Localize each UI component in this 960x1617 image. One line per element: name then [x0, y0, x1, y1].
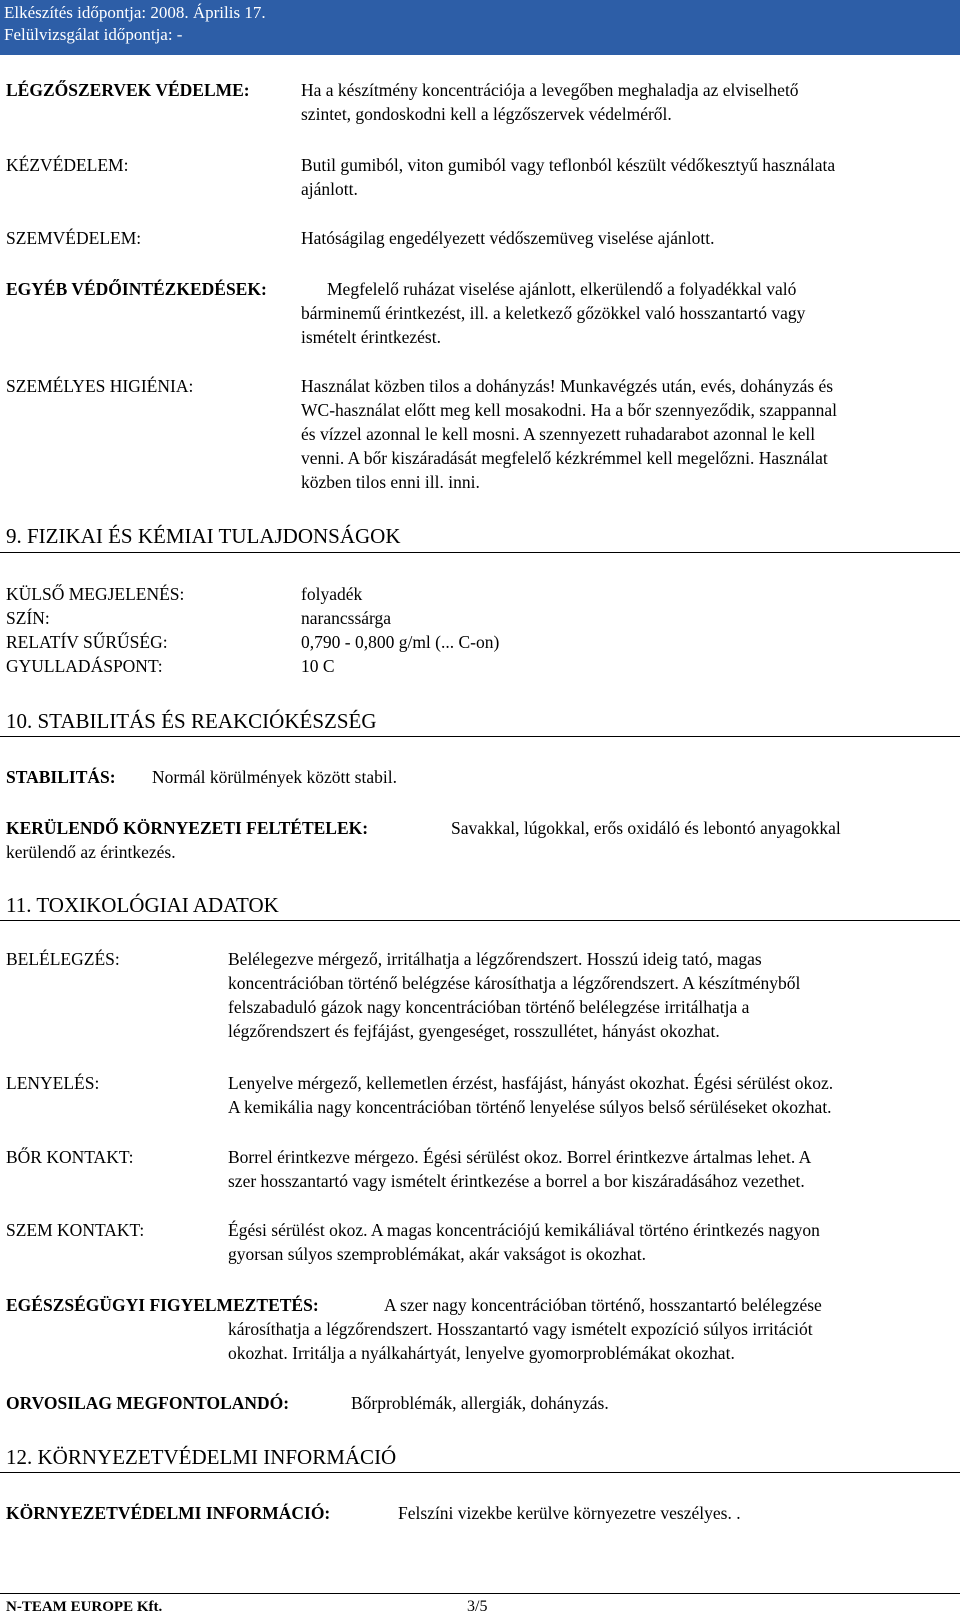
health-warning-label: EGÉSZSÉGÜGYI FIGYELMEZTETÉS:: [6, 1295, 319, 1315]
skin-contact-line: szer hosszantartó vagy ismételt érintkezése a borrel a bor kiszáradásához vezethet.: [228, 1171, 805, 1191]
respiratory-protection-label: LÉGZŐSZERVEK VÉDELME:: [6, 80, 250, 100]
personal-hygiene-line: venni. A bőr kiszáradását megfelelő kézkrémmel kell megelőzni. Használat: [301, 448, 828, 468]
other-measures-label: EGYÉB VÉDŐINTÉZKEDÉSEK:: [6, 279, 267, 299]
section-divider: [0, 920, 960, 921]
document-header: [0, 0, 960, 55]
other-measures-text-2: bárminemű érintkezést, ill. a keletkező gőzökkel való hosszantartó vagy: [301, 303, 806, 323]
eye-protection-text: Hatóságilag engedélyezett védőszemüveg viselése ajánlott.: [301, 228, 715, 248]
hand-protection-text-1: Butil gumiból, viton gumiból vagy teflonból készült védőkesztyű használata: [301, 155, 836, 175]
ingestion-label: LENYELÉS:: [6, 1073, 100, 1093]
skin-contact-line: Borrel érintkezve mérgezo. Égési sérülést okoz. Borrel érintkezve ártalmas lehet. A: [228, 1147, 812, 1167]
respiratory-protection-text-1: Ha a készítmény koncentrációja a levegőben meghaladja az elviselhető: [301, 80, 799, 100]
footer-divider: [0, 1593, 960, 1594]
medical-note-label: ORVOSILAG MEGFONTOLANDÓ:: [6, 1393, 290, 1413]
appearance-label: KÜLSŐ MEGJELENÉS:: [6, 584, 185, 604]
personal-hygiene-line: WC-használat előtt meg kell mosakodni. Ha a bőr szennyeződik, szappannal: [301, 400, 838, 420]
creation-date: Elkészítés időpontja: 2008. Április 17.: [4, 3, 266, 22]
flash-point-label: GYULLADÁSPONT:: [6, 656, 163, 676]
respiratory-protection-text-2: szintet, gondoskodni kell a légzőszervek védelméről.: [301, 104, 672, 124]
ingestion-line: A kemikália nagy koncentrációban történő lenyelése súlyos belső sérüléseket okozhat.: [228, 1097, 832, 1117]
footer-company: N-TEAM EUROPE Kft.: [6, 1599, 163, 1615]
inhalation-line: Belélegezve mérgező, irritálhatja a légzőrendszert. Hosszú ideig tató, magas: [228, 949, 762, 969]
environmental-info-text: Felszíni vizekbe kerülve környezetre veszélyes. .: [398, 1503, 741, 1523]
relative-density-value: 0,790 - 0,800 g/ml (... C-on): [301, 632, 500, 652]
inhalation-line: felszabaduló gázok nagy koncentrációban történő belélegzése irritálhatja a: [228, 997, 750, 1017]
eye-contact-line: Égési sérülést okoz. A magas koncentrációjú kemikáliával történo érintkezés nagyon: [228, 1220, 820, 1240]
other-measures-text-3: ismételt érintkezést.: [301, 327, 441, 347]
inhalation-line: légzőrendszert és fejfájást, gyengeséget, rosszullétet, hányást okozhat.: [228, 1021, 720, 1041]
health-warning-text-2: károsíthatja a légzőrendszert. Hosszantartó vagy ismételt expozíció súlyos irritációt: [228, 1319, 813, 1339]
section-divider: [0, 736, 960, 737]
section-10-title: 10. STABILITÁS ÉS REAKCIÓKÉSZSÉG: [6, 709, 377, 733]
inhalation-line: koncentrációban történő belégzése károsíthatja a légzőrendszert. A készítményből: [228, 973, 801, 993]
personal-hygiene-line: közben tilos enni ill. inni.: [301, 472, 480, 492]
ingestion-line: Lenyelve mérgező, kellemetlen érzést, hasfájást, hányást okozhat. Égési sérülést okoz.: [228, 1073, 834, 1093]
hand-protection-label: KÉZVÉDELEM:: [6, 155, 129, 175]
conditions-to-avoid-text-1: Savakkal, lúgokkal, erős oxidáló és lebontó anyagokkal: [451, 818, 841, 838]
inhalation-label: BELÉLEGZÉS:: [6, 949, 120, 969]
hand-protection-text-2: ajánlott.: [301, 179, 358, 199]
stability-label: STABILITÁS:: [6, 767, 116, 787]
personal-hygiene-line: Használat közben tilos a dohányzás! Munkavégzés után, evés, dohányzás és: [301, 376, 834, 396]
footer-page-number: 3/5: [467, 1598, 488, 1615]
section-9-title: 9. FIZIKAI ÉS KÉMIAI TULAJDONSÁGOK: [6, 524, 401, 548]
medical-note-text: Bőrproblémák, allergiák, dohányzás.: [351, 1393, 609, 1413]
conditions-to-avoid-label: KERÜLENDŐ KÖRNYEZETI FELTÉTELEK:: [6, 818, 369, 838]
skin-contact-label: BŐR KONTAKT:: [6, 1147, 134, 1167]
other-measures-text-1: Megfelelő ruházat viselése ajánlott, elkerülendő a folyadékkal való: [327, 279, 797, 299]
color-label: SZÍN:: [6, 608, 50, 628]
eye-protection-label: SZEMVÉDELEM:: [6, 228, 142, 248]
flash-point-value: 10 C: [301, 656, 335, 676]
section-divider: [0, 1472, 960, 1473]
personal-hygiene-label: SZEMÉLYES HIGIÉNIA:: [6, 376, 194, 396]
section-11-title: 11. TOXIKOLÓGIAI ADATOK: [6, 893, 279, 917]
revision-date: Felülvizsgálat időpontja: -: [4, 25, 183, 44]
section-12-title: 12. KÖRNYEZETVÉDELMI INFORMÁCIÓ: [6, 1445, 397, 1469]
health-warning-text-3: okozhat. Irritálja a nyálkahártyát, lenyelve gyomorproblémákat okozhat.: [228, 1343, 735, 1363]
health-warning-text-1: A szer nagy koncentrációban történő, hosszantartó belélegzése: [384, 1295, 822, 1315]
relative-density-label: RELATÍV SŰRŰSÉG:: [6, 632, 168, 652]
color-value: narancssárga: [301, 608, 392, 628]
personal-hygiene-line: és vízzel azonnal le kell mosni. A szennyezett ruhadarabot azonnal le kell: [301, 424, 816, 444]
conditions-to-avoid-text-2: kerülendő az érintkezés.: [6, 842, 176, 862]
appearance-value: folyadék: [301, 584, 363, 604]
stability-text: Normál körülmények között stabil.: [152, 767, 397, 787]
eye-contact-line: gyorsan súlyos szemproblémákat, akár vakságot is okozhat.: [228, 1244, 646, 1264]
environmental-info-label: KÖRNYEZETVÉDELMI INFORMÁCIÓ:: [6, 1503, 331, 1523]
section-divider: [0, 552, 960, 553]
eye-contact-label: SZEM KONTAKT:: [6, 1220, 145, 1240]
